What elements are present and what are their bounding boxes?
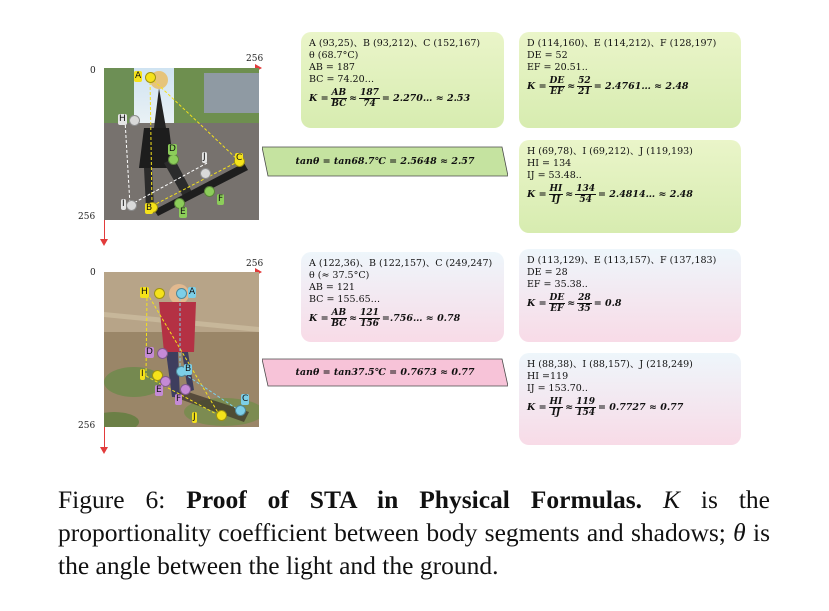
top-tan-banner — [262, 146, 508, 177]
bottom-tan-banner — [262, 358, 508, 387]
fraction-symbolic — [331, 308, 348, 329]
top-point-b-label: B — [146, 203, 153, 213]
de-line: DE = 52 — [527, 50, 568, 61]
x-axis-end-label: 256 — [246, 259, 264, 269]
bottom-point-f-marker — [180, 384, 191, 395]
coords-line: A (93,25)、B (93,212)、C (152,167) — [309, 38, 481, 49]
caption-body-1 — [642, 485, 663, 514]
top-tan-text: tanθ = tan68.7℃ = 2.5648 ≈ 2.57 — [295, 156, 475, 167]
denominator: 35 — [578, 304, 591, 314]
bottom-point-f-label: F — [176, 394, 182, 404]
k-formula — [527, 184, 733, 205]
caption-body-3: is the angle between the light and the ground. — [58, 518, 770, 580]
coords-line: A (122,36)、B (122,157)、C (249,247) — [309, 258, 493, 269]
fraction-symbolic — [331, 88, 348, 109]
top-box-hij — [519, 140, 741, 233]
child-photo — [104, 272, 259, 427]
hi-line: HI =119 — [527, 371, 569, 382]
skater-photo — [104, 68, 259, 220]
k-prefix: K = — [527, 297, 547, 309]
k-result: = 0.8 — [593, 297, 622, 309]
k-result: = 0.7727 ≈ 0.77 — [598, 401, 684, 413]
bottom-box-def — [519, 249, 741, 342]
bottom-point-a-label: A — [189, 287, 196, 297]
figure-caption — [58, 483, 770, 582]
numerator: 134 — [576, 184, 596, 194]
numerator: DE — [549, 293, 565, 303]
denominator: 156 — [360, 319, 379, 329]
bottom-point-h-label: H — [141, 287, 148, 297]
k-result: = 2.4814… ≈ 2.48 — [598, 188, 693, 200]
numerator: 119 — [576, 397, 596, 407]
approx-sign: ≈ — [349, 92, 358, 104]
hi-line: HI = 134 — [527, 158, 572, 169]
ef-line: EF = 20.51.. — [527, 62, 588, 73]
bottom-point-c-label: C — [242, 394, 249, 404]
top-point-h-marker — [129, 115, 140, 126]
top-point-a-label: A — [135, 71, 142, 81]
k-prefix: K = — [527, 188, 547, 200]
k-formula — [527, 293, 733, 314]
k-prefix: K = — [309, 92, 329, 104]
k-prefix: K = — [527, 80, 547, 92]
denominator: IJ — [551, 195, 561, 205]
numerator: HI — [549, 397, 563, 407]
coords-line: H (88,38)、I (88,157)、J (218,249) — [527, 359, 693, 370]
bottom-point-h-marker — [154, 288, 165, 299]
bottom-point-j-label: J — [193, 412, 196, 422]
y-axis-end-label: 256 — [78, 421, 96, 431]
numerator: DE — [549, 76, 565, 86]
top-point-j-marker — [200, 168, 211, 179]
bottom-point-d-marker — [157, 348, 168, 359]
approx-sign: ≈ — [565, 401, 574, 413]
top-point-a-marker — [145, 72, 156, 83]
x-axis-end-label: 256 — [246, 54, 264, 64]
skater-photo-drawing — [104, 68, 259, 220]
bottom-point-c-marker — [235, 405, 246, 416]
bottom-point-d-label: D — [146, 347, 153, 357]
y-axis-end-label: 256 — [78, 212, 96, 222]
denominator: 74 — [363, 99, 376, 109]
ab-line: AB = 187 — [309, 62, 355, 73]
numerator: 28 — [578, 293, 591, 303]
origin-label: 0 — [90, 66, 96, 76]
k-formula — [527, 76, 733, 97]
bottom-point-i-label: I — [141, 369, 144, 379]
fraction-symbolic — [549, 184, 564, 205]
bottom-box-abc — [301, 252, 504, 342]
approx-sign: ≈ — [349, 312, 358, 324]
y-axis-arrow — [100, 447, 108, 454]
k-result: =.756… ≈ 0.78 — [381, 312, 461, 324]
top-point-i-marker — [126, 200, 137, 211]
k-formula — [527, 397, 733, 418]
approx-sign: ≈ — [567, 297, 576, 309]
bottom-box-hij — [519, 353, 741, 445]
origin-label: 0 — [90, 268, 96, 278]
fraction-numeric — [575, 184, 596, 205]
denominator: EF — [550, 304, 564, 314]
denominator: EF — [550, 87, 564, 97]
ij-line: IJ = 153.70.. — [527, 383, 588, 394]
bottom-point-a-marker — [176, 288, 187, 299]
fraction-symbolic — [549, 397, 564, 418]
top-point-c-label: C — [236, 153, 243, 163]
approx-sign: ≈ — [565, 188, 574, 200]
numerator: HI — [549, 184, 563, 194]
k-result: = 2.4761… ≈ 2.48 — [593, 80, 689, 92]
k-prefix: K = — [309, 312, 329, 324]
top-point-d-marker — [168, 154, 179, 165]
top-point-h-label: H — [119, 114, 126, 124]
top-box-abc — [301, 32, 504, 128]
denominator: IJ — [551, 408, 561, 418]
bc-line: BC = 155.65… — [309, 294, 381, 305]
top-point-e-label: E — [180, 207, 186, 217]
top-point-f-marker — [204, 186, 215, 197]
coords-line: D (114,160)、E (114,212)、F (128,197) — [527, 38, 717, 49]
numerator: AB — [331, 88, 347, 98]
bottom-point-j-marker — [216, 410, 227, 421]
caption-body-2: is the proportionality coefficient between body segments and shadows; — [58, 485, 770, 547]
top-point-f-label: F — [218, 194, 224, 204]
approx-sign: ≈ — [567, 80, 576, 92]
theta-line: θ (68.7°C) — [309, 50, 359, 61]
caption-title: Proof of STA in Physical Formulas. — [186, 485, 643, 514]
denominator: 54 — [579, 195, 592, 205]
numerator: 121 — [360, 308, 379, 318]
top-point-i-label: I — [122, 199, 125, 209]
ij-line: IJ = 53.48.. — [527, 170, 582, 181]
caption-theta-symbol: θ — [733, 518, 746, 547]
fraction-numeric — [359, 308, 380, 329]
bc-line: BC = 74.20… — [309, 74, 375, 85]
numerator: 52 — [578, 76, 591, 86]
y-axis-arrow — [100, 239, 108, 246]
fraction-symbolic — [549, 76, 566, 97]
ef-line: EF = 35.38.. — [527, 279, 588, 290]
caption-k-symbol: K — [662, 485, 680, 514]
coords-line: H (69,78)、I (69,212)、J (119,193) — [527, 146, 693, 157]
top-point-d-label: D — [169, 144, 176, 154]
numerator: AB — [331, 308, 347, 318]
denominator: 21 — [578, 87, 591, 97]
fraction-numeric — [359, 88, 380, 109]
fraction-symbolic — [549, 293, 566, 314]
fraction-numeric — [577, 293, 592, 314]
ab-line: AB = 121 — [309, 282, 355, 293]
bottom-point-b-label: B — [185, 364, 192, 374]
fraction-numeric — [575, 397, 596, 418]
caption-prefix: Figure 6: — [58, 485, 187, 514]
top-point-j-label: J — [203, 152, 206, 162]
k-formula — [309, 308, 496, 329]
k-prefix: K = — [527, 401, 547, 413]
top-box-def — [519, 32, 741, 128]
numerator: 187 — [360, 88, 379, 98]
de-line: DE = 28 — [527, 267, 568, 278]
bottom-point-e-label: E — [156, 385, 162, 395]
bottom-tan-text: tanθ = tan37.5℃ = 0.7673 ≈ 0.77 — [295, 367, 475, 378]
k-result: = 2.270… ≈ 2.53 — [381, 92, 471, 104]
theta-line: θ (≈ 37.5°C) — [309, 270, 370, 281]
denominator: BC — [331, 319, 347, 329]
coords-line: D (113,129)、E (113,157)、F (137,183) — [527, 255, 717, 266]
denominator: BC — [331, 99, 347, 109]
k-formula — [309, 88, 496, 109]
denominator: 154 — [576, 408, 596, 418]
fraction-numeric — [577, 76, 592, 97]
